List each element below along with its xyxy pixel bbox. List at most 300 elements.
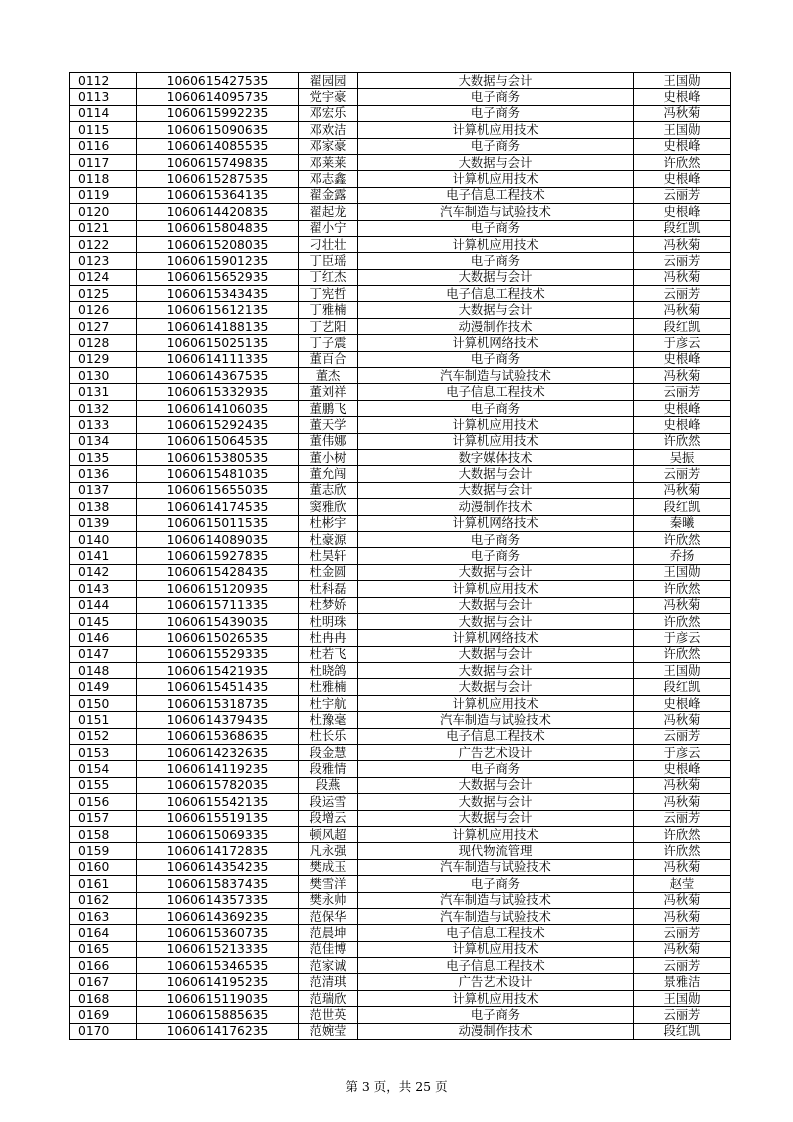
row-number-cell: 0163 bbox=[70, 908, 137, 924]
student-id-cell: 1060615804835 bbox=[137, 220, 299, 236]
row-number-cell: 0130 bbox=[70, 368, 137, 384]
major-cell: 大数据与会计 bbox=[358, 679, 634, 695]
student-name-cell: 刁壮壮 bbox=[299, 236, 358, 252]
major-cell: 电子商务 bbox=[358, 105, 634, 121]
student-id-cell: 1060614089035 bbox=[137, 531, 299, 547]
table-row bbox=[70, 777, 731, 793]
major-cell: 动漫制作技术 bbox=[358, 499, 634, 515]
student-name-cell: 丁艺阳 bbox=[299, 318, 358, 334]
major-cell: 电子商务 bbox=[358, 253, 634, 269]
row-number-cell: 0169 bbox=[70, 1007, 137, 1023]
advisor-cell: 许欣然 bbox=[634, 433, 731, 449]
row-number-cell: 0168 bbox=[70, 990, 137, 1006]
table-row bbox=[70, 826, 731, 842]
row-number-cell: 0161 bbox=[70, 876, 137, 892]
row-number-cell: 0131 bbox=[70, 384, 137, 400]
student-id-cell: 1060615451435 bbox=[137, 679, 299, 695]
table-row bbox=[70, 695, 731, 711]
student-id-cell: 1060615901235 bbox=[137, 253, 299, 269]
major-cell: 动漫制作技术 bbox=[358, 318, 634, 334]
advisor-cell: 冯秋菊 bbox=[634, 269, 731, 285]
student-id-cell: 1060615428435 bbox=[137, 564, 299, 580]
major-cell: 现代物流管理 bbox=[358, 843, 634, 859]
advisor-cell: 云丽芳 bbox=[634, 187, 731, 203]
student-name-cell: 杜若飞 bbox=[299, 646, 358, 662]
page-footer: 第 3 页，共 25 页 bbox=[345, 1079, 448, 1094]
major-cell: 广告艺术设计 bbox=[358, 745, 634, 761]
advisor-cell: 史根峰 bbox=[634, 171, 731, 187]
student-name-cell: 杜豪源 bbox=[299, 531, 358, 547]
student-id-cell: 1060614379435 bbox=[137, 712, 299, 728]
student-name-cell: 董志欣 bbox=[299, 482, 358, 498]
student-name-cell: 杜金圆 bbox=[299, 564, 358, 580]
student-name-cell: 丁雅楠 bbox=[299, 302, 358, 318]
row-number-cell: 0116 bbox=[70, 138, 137, 154]
student-name-cell: 范清琪 bbox=[299, 974, 358, 990]
student-name-cell: 杜昊轩 bbox=[299, 548, 358, 564]
advisor-cell: 许欣然 bbox=[634, 843, 731, 859]
table-row bbox=[70, 269, 731, 285]
major-cell: 电子商务 bbox=[358, 876, 634, 892]
table-row bbox=[70, 712, 731, 728]
student-name-cell: 董伟娜 bbox=[299, 433, 358, 449]
student-id-cell: 1060615380535 bbox=[137, 449, 299, 465]
student-id-cell: 1060615360735 bbox=[137, 925, 299, 941]
student-name-cell: 顿风超 bbox=[299, 826, 358, 842]
row-number-cell: 0133 bbox=[70, 417, 137, 433]
major-cell: 计算机网络技术 bbox=[358, 630, 634, 646]
student-name-cell: 范晨坤 bbox=[299, 925, 358, 941]
advisor-cell: 史根峰 bbox=[634, 695, 731, 711]
student-id-cell: 1060614195235 bbox=[137, 974, 299, 990]
advisor-cell: 于彦云 bbox=[634, 745, 731, 761]
student-id-cell: 1060615287535 bbox=[137, 171, 299, 187]
advisor-cell: 冯秋菊 bbox=[634, 482, 731, 498]
table-row bbox=[70, 646, 731, 662]
table-row bbox=[70, 482, 731, 498]
student-id-cell: 1060614174535 bbox=[137, 499, 299, 515]
student-id-cell: 1060615439035 bbox=[137, 613, 299, 629]
student-id-cell: 1060614188135 bbox=[137, 318, 299, 334]
major-cell: 计算机应用技术 bbox=[358, 581, 634, 597]
student-id-cell: 1060615026535 bbox=[137, 630, 299, 646]
major-cell: 计算机应用技术 bbox=[358, 990, 634, 1006]
major-cell: 电子商务 bbox=[358, 220, 634, 236]
row-number-cell: 0148 bbox=[70, 663, 137, 679]
row-number-cell: 0122 bbox=[70, 236, 137, 252]
table-row bbox=[70, 876, 731, 892]
table-row bbox=[70, 908, 731, 924]
student-id-cell: 1060615711335 bbox=[137, 597, 299, 613]
table-row bbox=[70, 597, 731, 613]
student-id-cell: 1060614106035 bbox=[137, 400, 299, 416]
table-row bbox=[70, 679, 731, 695]
student-name-cell: 范保华 bbox=[299, 908, 358, 924]
student-name-cell: 董允闯 bbox=[299, 466, 358, 482]
advisor-cell: 许欣然 bbox=[634, 531, 731, 547]
row-number-cell: 0155 bbox=[70, 777, 137, 793]
row-number-cell: 0162 bbox=[70, 892, 137, 908]
advisor-cell: 史根峰 bbox=[634, 417, 731, 433]
table-row bbox=[70, 368, 731, 384]
student-name-cell: 杜雅楠 bbox=[299, 679, 358, 695]
major-cell: 数字媒体技术 bbox=[358, 449, 634, 465]
table-row bbox=[70, 548, 731, 564]
major-cell: 计算机网络技术 bbox=[358, 335, 634, 351]
student-name-cell: 杜豫毫 bbox=[299, 712, 358, 728]
table-row bbox=[70, 236, 731, 252]
student-id-cell: 1060615120935 bbox=[137, 581, 299, 597]
advisor-cell: 云丽芳 bbox=[634, 466, 731, 482]
table-row bbox=[70, 318, 731, 334]
row-number-cell: 0113 bbox=[70, 89, 137, 105]
major-cell: 计算机应用技术 bbox=[358, 433, 634, 449]
major-cell: 大数据与会计 bbox=[358, 269, 634, 285]
major-cell: 计算机应用技术 bbox=[358, 417, 634, 433]
row-number-cell: 0142 bbox=[70, 564, 137, 580]
student-name-cell: 段金慧 bbox=[299, 745, 358, 761]
row-number-cell: 0159 bbox=[70, 843, 137, 859]
row-number-cell: 0140 bbox=[70, 531, 137, 547]
table-row bbox=[70, 433, 731, 449]
major-cell: 计算机应用技术 bbox=[358, 941, 634, 957]
advisor-cell: 许欣然 bbox=[634, 154, 731, 170]
major-cell: 大数据与会计 bbox=[358, 777, 634, 793]
advisor-cell: 段红凯 bbox=[634, 679, 731, 695]
advisor-cell: 王国勋 bbox=[634, 663, 731, 679]
student-name-cell: 翟园园 bbox=[299, 73, 358, 89]
table-row bbox=[70, 564, 731, 580]
student-id-cell: 1060615782035 bbox=[137, 777, 299, 793]
table-row bbox=[70, 499, 731, 515]
student-name-cell: 段燕 bbox=[299, 777, 358, 793]
student-id-cell: 1060615749835 bbox=[137, 154, 299, 170]
student-roster-table bbox=[69, 72, 731, 1040]
advisor-cell: 许欣然 bbox=[634, 646, 731, 662]
student-id-cell: 1060615652935 bbox=[137, 269, 299, 285]
advisor-cell: 云丽芳 bbox=[634, 925, 731, 941]
row-number-cell: 0146 bbox=[70, 630, 137, 646]
advisor-cell: 云丽芳 bbox=[634, 253, 731, 269]
advisor-cell: 冯秋菊 bbox=[634, 859, 731, 875]
major-cell: 大数据与会计 bbox=[358, 466, 634, 482]
table-row bbox=[70, 663, 731, 679]
student-id-cell: 1060615119035 bbox=[137, 990, 299, 1006]
table-row bbox=[70, 515, 731, 531]
table-row bbox=[70, 630, 731, 646]
student-name-cell: 范家诚 bbox=[299, 958, 358, 974]
student-id-cell: 1060615343435 bbox=[137, 286, 299, 302]
row-number-cell: 0117 bbox=[70, 154, 137, 170]
row-number-cell: 0158 bbox=[70, 826, 137, 842]
advisor-cell: 许欣然 bbox=[634, 613, 731, 629]
student-id-cell: 1060615064535 bbox=[137, 433, 299, 449]
student-id-cell: 1060614119235 bbox=[137, 761, 299, 777]
advisor-cell: 王国勋 bbox=[634, 990, 731, 1006]
table-row bbox=[70, 613, 731, 629]
student-name-cell: 董百合 bbox=[299, 351, 358, 367]
student-name-cell: 董小树 bbox=[299, 449, 358, 465]
student-name-cell: 丁宪哲 bbox=[299, 286, 358, 302]
student-id-cell: 1060615992235 bbox=[137, 105, 299, 121]
major-cell: 大数据与会计 bbox=[358, 564, 634, 580]
major-cell: 大数据与会计 bbox=[358, 663, 634, 679]
student-id-cell: 1060614369235 bbox=[137, 908, 299, 924]
row-number-cell: 0144 bbox=[70, 597, 137, 613]
major-cell: 大数据与会计 bbox=[358, 482, 634, 498]
table-row bbox=[70, 1023, 731, 1039]
table-row bbox=[70, 581, 731, 597]
major-cell: 汽车制造与试验技术 bbox=[358, 204, 634, 220]
advisor-cell: 冯秋菊 bbox=[634, 794, 731, 810]
advisor-cell: 冯秋菊 bbox=[634, 368, 731, 384]
table-row bbox=[70, 122, 731, 138]
student-id-cell: 1060615481035 bbox=[137, 466, 299, 482]
student-id-cell: 1060615612135 bbox=[137, 302, 299, 318]
student-id-cell: 1060615346535 bbox=[137, 958, 299, 974]
table-row bbox=[70, 794, 731, 810]
table-row bbox=[70, 859, 731, 875]
row-number-cell: 0145 bbox=[70, 613, 137, 629]
advisor-cell: 段红凯 bbox=[634, 220, 731, 236]
table-row bbox=[70, 187, 731, 203]
table-row bbox=[70, 286, 731, 302]
major-cell: 计算机应用技术 bbox=[358, 236, 634, 252]
table-row bbox=[70, 990, 731, 1006]
row-number-cell: 0152 bbox=[70, 728, 137, 744]
student-name-cell: 范瑞欣 bbox=[299, 990, 358, 1006]
row-number-cell: 0124 bbox=[70, 269, 137, 285]
student-name-cell: 段雅情 bbox=[299, 761, 358, 777]
student-id-cell: 1060615368635 bbox=[137, 728, 299, 744]
student-name-cell: 党宇豪 bbox=[299, 89, 358, 105]
row-number-cell: 0160 bbox=[70, 859, 137, 875]
major-cell: 电子信息工程技术 bbox=[358, 958, 634, 974]
table-row bbox=[70, 925, 731, 941]
table-row bbox=[70, 351, 731, 367]
row-number-cell: 0119 bbox=[70, 187, 137, 203]
student-id-cell: 1060614232635 bbox=[137, 745, 299, 761]
table-row bbox=[70, 728, 731, 744]
student-id-cell: 1060615519135 bbox=[137, 810, 299, 826]
table-row bbox=[70, 335, 731, 351]
table-row bbox=[70, 105, 731, 121]
advisor-cell: 史根峰 bbox=[634, 138, 731, 154]
row-number-cell: 0120 bbox=[70, 204, 137, 220]
advisor-cell: 冯秋菊 bbox=[634, 892, 731, 908]
student-id-cell: 1060615318735 bbox=[137, 695, 299, 711]
student-id-cell: 1060614085535 bbox=[137, 138, 299, 154]
student-name-cell: 邓家豪 bbox=[299, 138, 358, 154]
major-cell: 计算机应用技术 bbox=[358, 826, 634, 842]
advisor-cell: 史根峰 bbox=[634, 89, 731, 105]
major-cell: 计算机网络技术 bbox=[358, 515, 634, 531]
row-number-cell: 0135 bbox=[70, 449, 137, 465]
advisor-cell: 冯秋菊 bbox=[634, 597, 731, 613]
major-cell: 电子商务 bbox=[358, 351, 634, 367]
row-number-cell: 0129 bbox=[70, 351, 137, 367]
major-cell: 大数据与会计 bbox=[358, 810, 634, 826]
student-id-cell: 1060614172835 bbox=[137, 843, 299, 859]
major-cell: 电子商务 bbox=[358, 138, 634, 154]
student-name-cell: 樊成玉 bbox=[299, 859, 358, 875]
table-row bbox=[70, 384, 731, 400]
row-number-cell: 0128 bbox=[70, 335, 137, 351]
advisor-cell: 段红凯 bbox=[634, 318, 731, 334]
table-row bbox=[70, 154, 731, 170]
table-row bbox=[70, 171, 731, 187]
student-id-cell: 1060615421935 bbox=[137, 663, 299, 679]
student-name-cell: 翟小宁 bbox=[299, 220, 358, 236]
major-cell: 大数据与会计 bbox=[358, 597, 634, 613]
advisor-cell: 冯秋菊 bbox=[634, 941, 731, 957]
table-row bbox=[70, 761, 731, 777]
student-id-cell: 1060615542135 bbox=[137, 794, 299, 810]
major-cell: 汽车制造与试验技术 bbox=[358, 859, 634, 875]
student-id-cell: 1060615090635 bbox=[137, 122, 299, 138]
student-id-cell: 1060615927835 bbox=[137, 548, 299, 564]
student-name-cell: 邓莱莱 bbox=[299, 154, 358, 170]
row-number-cell: 0150 bbox=[70, 695, 137, 711]
advisor-cell: 史根峰 bbox=[634, 204, 731, 220]
advisor-cell: 史根峰 bbox=[634, 400, 731, 416]
row-number-cell: 0166 bbox=[70, 958, 137, 974]
student-name-cell: 杜冉冉 bbox=[299, 630, 358, 646]
advisor-cell: 段红凯 bbox=[634, 499, 731, 515]
advisor-cell: 云丽芳 bbox=[634, 958, 731, 974]
student-name-cell: 邓宏乐 bbox=[299, 105, 358, 121]
row-number-cell: 0118 bbox=[70, 171, 137, 187]
student-name-cell: 丁臣瑶 bbox=[299, 253, 358, 269]
student-name-cell: 杜晓鸽 bbox=[299, 663, 358, 679]
row-number-cell: 0153 bbox=[70, 745, 137, 761]
student-name-cell: 樊雪洋 bbox=[299, 876, 358, 892]
advisor-cell: 王国勋 bbox=[634, 564, 731, 580]
advisor-cell: 冯秋菊 bbox=[634, 302, 731, 318]
student-name-cell: 邓欢洁 bbox=[299, 122, 358, 138]
major-cell: 电子信息工程技术 bbox=[358, 925, 634, 941]
table-row bbox=[70, 400, 731, 416]
row-number-cell: 0165 bbox=[70, 941, 137, 957]
major-cell: 电子信息工程技术 bbox=[358, 187, 634, 203]
student-name-cell: 范佳博 bbox=[299, 941, 358, 957]
student-name-cell: 杜梦娇 bbox=[299, 597, 358, 613]
student-name-cell: 樊永帅 bbox=[299, 892, 358, 908]
advisor-cell: 于彦云 bbox=[634, 630, 731, 646]
row-number-cell: 0138 bbox=[70, 499, 137, 515]
table-row bbox=[70, 941, 731, 957]
student-id-cell: 1060615529335 bbox=[137, 646, 299, 662]
table-row bbox=[70, 810, 731, 826]
student-id-cell: 1060615011535 bbox=[137, 515, 299, 531]
row-number-cell: 0123 bbox=[70, 253, 137, 269]
advisor-cell: 王国勋 bbox=[634, 73, 731, 89]
major-cell: 大数据与会计 bbox=[358, 794, 634, 810]
student-id-cell: 1060615292435 bbox=[137, 417, 299, 433]
table-row bbox=[70, 531, 731, 547]
advisor-cell: 段红凯 bbox=[634, 1023, 731, 1039]
advisor-cell: 冯秋菊 bbox=[634, 908, 731, 924]
student-id-cell: 1060615427535 bbox=[137, 73, 299, 89]
table-row bbox=[70, 89, 731, 105]
advisor-cell: 王国勋 bbox=[634, 122, 731, 138]
advisor-cell: 赵莹 bbox=[634, 876, 731, 892]
major-cell: 大数据与会计 bbox=[358, 73, 634, 89]
row-number-cell: 0156 bbox=[70, 794, 137, 810]
table-row bbox=[70, 843, 731, 859]
student-id-cell: 1060615332935 bbox=[137, 384, 299, 400]
major-cell: 动漫制作技术 bbox=[358, 1023, 634, 1039]
student-name-cell: 董鹏飞 bbox=[299, 400, 358, 416]
student-name-cell: 段运雪 bbox=[299, 794, 358, 810]
row-number-cell: 0157 bbox=[70, 810, 137, 826]
major-cell: 电子信息工程技术 bbox=[358, 384, 634, 400]
student-name-cell: 凡永强 bbox=[299, 843, 358, 859]
student-name-cell: 杜彬宇 bbox=[299, 515, 358, 531]
student-id-cell: 1060615837435 bbox=[137, 876, 299, 892]
table-row bbox=[70, 745, 731, 761]
row-number-cell: 0137 bbox=[70, 482, 137, 498]
advisor-cell: 云丽芳 bbox=[634, 728, 731, 744]
major-cell: 计算机应用技术 bbox=[358, 171, 634, 187]
row-number-cell: 0115 bbox=[70, 122, 137, 138]
advisor-cell: 许欣然 bbox=[634, 581, 731, 597]
student-name-cell: 董杰 bbox=[299, 368, 358, 384]
table-row bbox=[70, 958, 731, 974]
major-cell: 电子信息工程技术 bbox=[358, 728, 634, 744]
advisor-cell: 冯秋菊 bbox=[634, 712, 731, 728]
row-number-cell: 0167 bbox=[70, 974, 137, 990]
table-row bbox=[70, 220, 731, 236]
advisor-cell: 许欣然 bbox=[634, 826, 731, 842]
student-name-cell: 杜明珠 bbox=[299, 613, 358, 629]
student-name-cell: 范世英 bbox=[299, 1007, 358, 1023]
student-id-cell: 1060614111335 bbox=[137, 351, 299, 367]
advisor-cell: 于彦云 bbox=[634, 335, 731, 351]
student-id-cell: 1060614420835 bbox=[137, 204, 299, 220]
student-name-cell: 翟起龙 bbox=[299, 204, 358, 220]
advisor-cell: 云丽芳 bbox=[634, 1007, 731, 1023]
student-name-cell: 丁红杰 bbox=[299, 269, 358, 285]
advisor-cell: 冯秋菊 bbox=[634, 236, 731, 252]
table-row bbox=[70, 466, 731, 482]
roster-body bbox=[70, 73, 731, 1040]
student-id-cell: 1060615885635 bbox=[137, 1007, 299, 1023]
table-row bbox=[70, 253, 731, 269]
row-number-cell: 0141 bbox=[70, 548, 137, 564]
table-row bbox=[70, 138, 731, 154]
student-id-cell: 1060615213335 bbox=[137, 941, 299, 957]
major-cell: 汽车制造与试验技术 bbox=[358, 908, 634, 924]
advisor-cell: 景雅洁 bbox=[634, 974, 731, 990]
table-row bbox=[70, 892, 731, 908]
row-number-cell: 0136 bbox=[70, 466, 137, 482]
table-row bbox=[70, 417, 731, 433]
row-number-cell: 0149 bbox=[70, 679, 137, 695]
row-number-cell: 0132 bbox=[70, 400, 137, 416]
row-number-cell: 0125 bbox=[70, 286, 137, 302]
table-row bbox=[70, 1007, 731, 1023]
advisor-cell: 乔扬 bbox=[634, 548, 731, 564]
major-cell: 大数据与会计 bbox=[358, 646, 634, 662]
major-cell: 计算机应用技术 bbox=[358, 695, 634, 711]
student-id-cell: 1060615364135 bbox=[137, 187, 299, 203]
major-cell: 广告艺术设计 bbox=[358, 974, 634, 990]
student-name-cell: 窦雅欣 bbox=[299, 499, 358, 515]
row-number-cell: 0112 bbox=[70, 73, 137, 89]
row-number-cell: 0121 bbox=[70, 220, 137, 236]
student-id-cell: 1060615025135 bbox=[137, 335, 299, 351]
